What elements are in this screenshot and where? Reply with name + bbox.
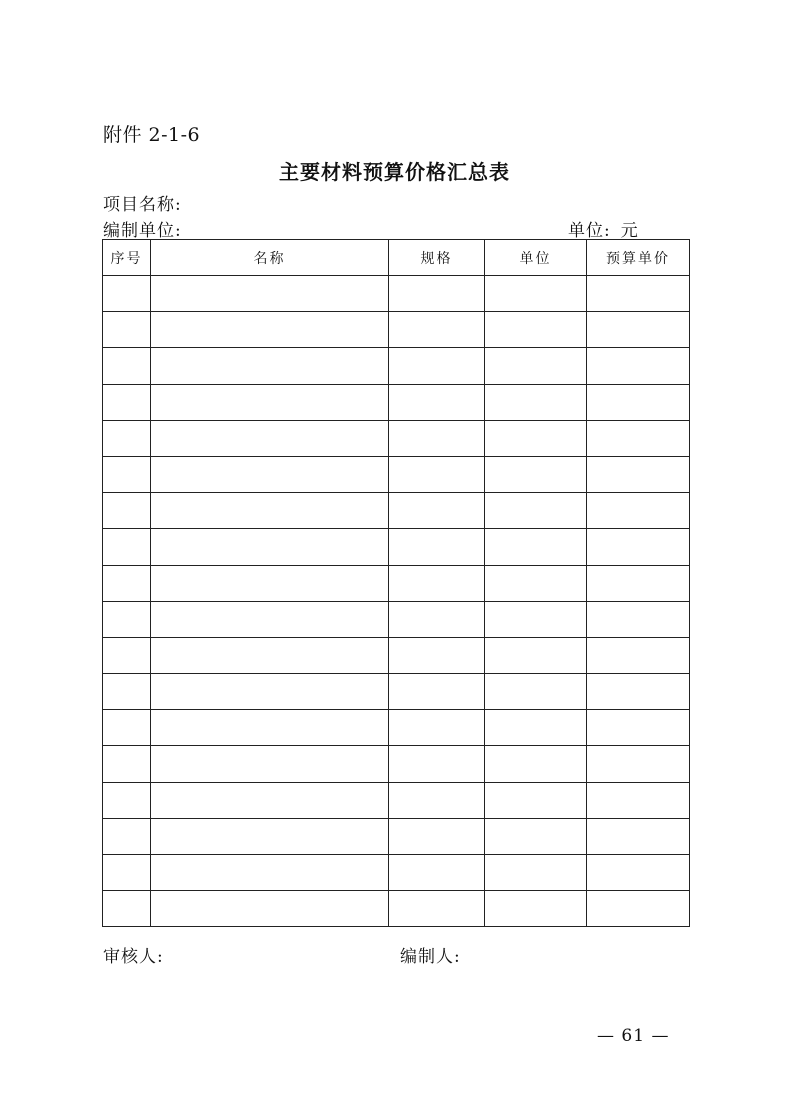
cell-name [151,601,389,637]
table-row [103,674,690,710]
cell-unit [485,637,587,673]
table-row [103,312,690,348]
cell-price [587,384,690,420]
cell-unit [485,746,587,782]
cell-price [587,565,690,601]
cell-price [587,601,690,637]
org-label: 编制单位: [103,221,182,241]
cell-name [151,312,389,348]
table-row [103,276,690,312]
cell-unit [485,312,587,348]
table-row [103,565,690,601]
cell-spec [389,348,485,384]
cell-price [587,746,690,782]
cell-no [103,420,151,456]
material-price-table [102,239,690,927]
cell-unit [485,456,587,492]
cell-name [151,782,389,818]
cell-unit [485,674,587,710]
cell-price [587,456,690,492]
cell-no [103,637,151,673]
cell-name [151,674,389,710]
preparer-label: 编制人: [400,947,461,967]
cell-name [151,493,389,529]
cell-price [587,493,690,529]
table-row [103,891,690,927]
cell-name [151,565,389,601]
cell-unit [485,818,587,854]
cell-unit [485,601,587,637]
table-row [103,782,690,818]
cell-price [587,312,690,348]
cell-unit [485,891,587,927]
cell-price [587,637,690,673]
cell-no [103,674,151,710]
cell-spec [389,601,485,637]
cell-no [103,891,151,927]
table-row [103,420,690,456]
cell-name [151,855,389,891]
cell-spec [389,493,485,529]
cell-price [587,782,690,818]
cell-no [103,746,151,782]
cell-name [151,384,389,420]
cell-unit [485,384,587,420]
cell-name [151,637,389,673]
column-header-name: 名称 [151,240,389,276]
table-row [103,493,690,529]
cell-price [587,855,690,891]
table-row [103,529,690,565]
cell-no [103,710,151,746]
cell-no [103,456,151,492]
page-title: 主要材料预算价格汇总表 [279,160,510,184]
cell-price [587,891,690,927]
cell-name [151,746,389,782]
cell-price [587,348,690,384]
cell-no [103,565,151,601]
currency-unit [568,216,639,241]
cell-spec [389,891,485,927]
cell-spec [389,312,485,348]
table-row [103,710,690,746]
table-row [103,456,690,492]
cell-unit [485,710,587,746]
cell-unit [485,276,587,312]
cell-price [587,276,690,312]
cell-spec [389,637,485,673]
cell-spec [389,276,485,312]
cell-name [151,891,389,927]
cell-spec [389,456,485,492]
cell-name [151,420,389,456]
cell-price [587,529,690,565]
cell-unit [485,493,587,529]
cell-unit [485,420,587,456]
table-body [103,276,690,927]
cell-price [587,818,690,854]
cell-unit [485,782,587,818]
cell-unit [485,855,587,891]
cell-spec [389,420,485,456]
cell-unit [485,565,587,601]
cell-unit [485,348,587,384]
unit-value: 元 [620,221,639,241]
table-row [103,746,690,782]
table-row [103,384,690,420]
project-name-label: 项目名称: [103,195,182,215]
table-row [103,637,690,673]
cell-spec [389,565,485,601]
table-row [103,855,690,891]
table-row [103,818,690,854]
cell-no [103,493,151,529]
cell-name [151,529,389,565]
cell-name [151,456,389,492]
cell-name [151,818,389,854]
cell-price [587,674,690,710]
reviewer-label: 审核人: [103,947,164,967]
cell-name [151,276,389,312]
unit-label: 单位: [568,221,611,241]
cell-no [103,276,151,312]
cell-spec [389,529,485,565]
cell-no [103,529,151,565]
cell-no [103,384,151,420]
attachment-label: 附件 2-1-6 [103,124,201,146]
cell-unit [485,529,587,565]
cell-no [103,601,151,637]
cell-spec [389,818,485,854]
column-header-unit: 单位 [485,240,587,276]
table-header-row [103,240,690,276]
column-header-price: 预算单价 [587,240,690,276]
cell-no [103,782,151,818]
cell-no [103,818,151,854]
page-number: — 61 — [597,1026,670,1046]
table-row [103,601,690,637]
cell-name [151,348,389,384]
column-header-no: 序号 [103,240,151,276]
cell-no [103,348,151,384]
table-row [103,348,690,384]
cell-spec [389,746,485,782]
cell-spec [389,782,485,818]
cell-no [103,855,151,891]
column-header-spec: 规格 [389,240,485,276]
cell-spec [389,855,485,891]
cell-spec [389,384,485,420]
cell-no [103,312,151,348]
cell-name [151,710,389,746]
cell-spec [389,710,485,746]
cell-price [587,710,690,746]
cell-price [587,420,690,456]
cell-spec [389,674,485,710]
